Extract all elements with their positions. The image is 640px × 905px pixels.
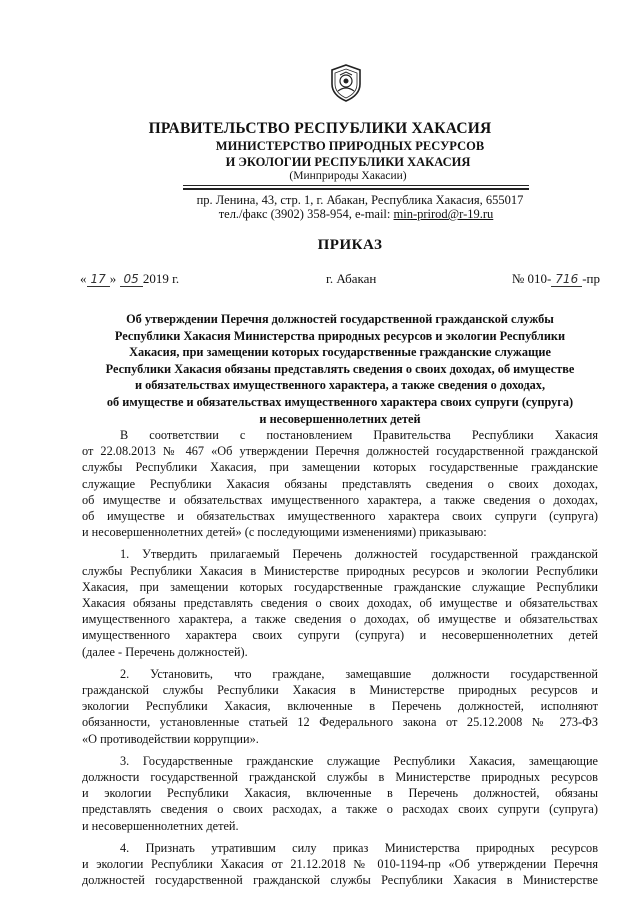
subject-line: Хакасия, при замещении которых государственные гражданские служащие [129,345,551,360]
phone-fax: тел./факс (3902) 358-954, e-mail: [218,207,394,221]
ministry-short-name: (Минприроды Хакасии) [289,170,407,182]
email-link[interactable]: min-prirod@r-19.ru [393,207,494,221]
preamble-paragraph: В соответствии с постановлением Правительства Республики Хакасия от 22.08.2013 № 467 «Об утверждении Перечня должностей государственной гражданской службы Республики Хакасия, при замещении которых государственные гражданские служащие Республики Хакасия обязаны представлять сведения о своих доходах, об имуществе и обязательствах имущественного характера, а также сведения о доходах, об имуществе и обязательствах имущественного характера своих супруги (супруга) и несовершеннолетних детей» (с последующими изменениями) приказываю: [82,428,598,540]
order-year: 2019 г. [142,271,180,286]
subject-line: и обязательствах имущественного характера, а также сведения о доходах, [134,378,546,393]
order-month: 05 [120,272,143,287]
order-number: № 010- 716 -пр [511,271,600,286]
subject-line: и несовершеннолетних детей [259,411,421,426]
subject-line: Республики Хакасия обязаны представлять сведения о своих доходах, об имуществе [105,361,575,376]
ministry-contacts [36,207,640,222]
subject-line: Об утверждении Перечня должностей государственной гражданской службы [126,312,554,326]
subject-line: об имуществе и обязательствах имущественного характера своих супруги (супруга) [106,394,574,409]
ministry-name-line1: МИНИСТЕРСТВО ПРИРОДНЫХ РЕСУРСОВ [215,139,485,153]
government-name: ПРАВИТЕЛЬСТВО РЕСПУБЛИКИ ХАКАСИЯ [148,120,492,137]
order-number-value: 716 [551,272,582,287]
item-3-paragraph: 3. Государственные гражданские служащие Республики Хакасия, замещающие должности государственной гражданской службы в Министерстве природных ресурсов и экологии Республики Хакасия, включенные в Перечень должностей, обязаны представлять сведения о своих расходах, а также о расходах своих супруги (супруга) и несовершеннолетних детей. [82,753,598,833]
item-2-paragraph: 2. Установить, что граждане, замещавшие должности государственной гражданской службы Республики Хакасия в Министерстве природных ресурсов и экологии Республики Хакасия, включенные в Перечень должностей, исполняют обязанности, установленные статьей 12 Федерального закона от 25.12.2008 № 273-ФЗ «О противодействии коррупции». [82,666,598,746]
order-date-line [80,271,600,289]
item-4-paragraph: 4. Признать утратившим силу приказ Министерства природных ресурсов и экологии Республики Хакасия от 21.12.2018 № 010-1194-пр «Об утверждении Перечня должностей государственной гражданской службы Республики Хакасия в Министерстве [82,840,598,888]
item-1-paragraph: 1. Утвердить прилагаемый Перечень должностей государственной гражданской службы Республики Хакасия в Министерстве природных ресурсов и экологии Республики Хакасия, при замещении которых государственные гражданские служащие Республики Хакасия обязаны представлять сведения о своих доходах, об имуществе и обязательствах имущественного характера, а также сведения о доходах, об имуществе и обязательствах имущественного характера своих супруги (супруга) и несовершеннолетних детей (далее - Перечень должностей). [82,547,598,659]
order-date: « 17 » 05 2019 г. [80,271,180,286]
order-title: ПРИКАЗ [317,237,383,253]
ministry-address: пр. Ленина, 43, стр. 1, г. Абакан, Республика Хакасия, 655017 [196,193,524,207]
republic-emblem-icon [329,64,363,102]
subject-line: Республики Хакасия Министерства природных ресурсов и экологии Республики [114,328,566,343]
order-body [82,427,598,894]
header-divider [183,185,529,186]
ministry-name-line2: И ЭКОЛОГИИ РЕСПУБЛИКИ ХАКАСИЯ [225,155,471,169]
order-subject [80,311,600,427]
order-city: г. Абакан [326,271,377,286]
header-divider-thick [183,188,529,190]
order-day: 17 [87,272,110,287]
